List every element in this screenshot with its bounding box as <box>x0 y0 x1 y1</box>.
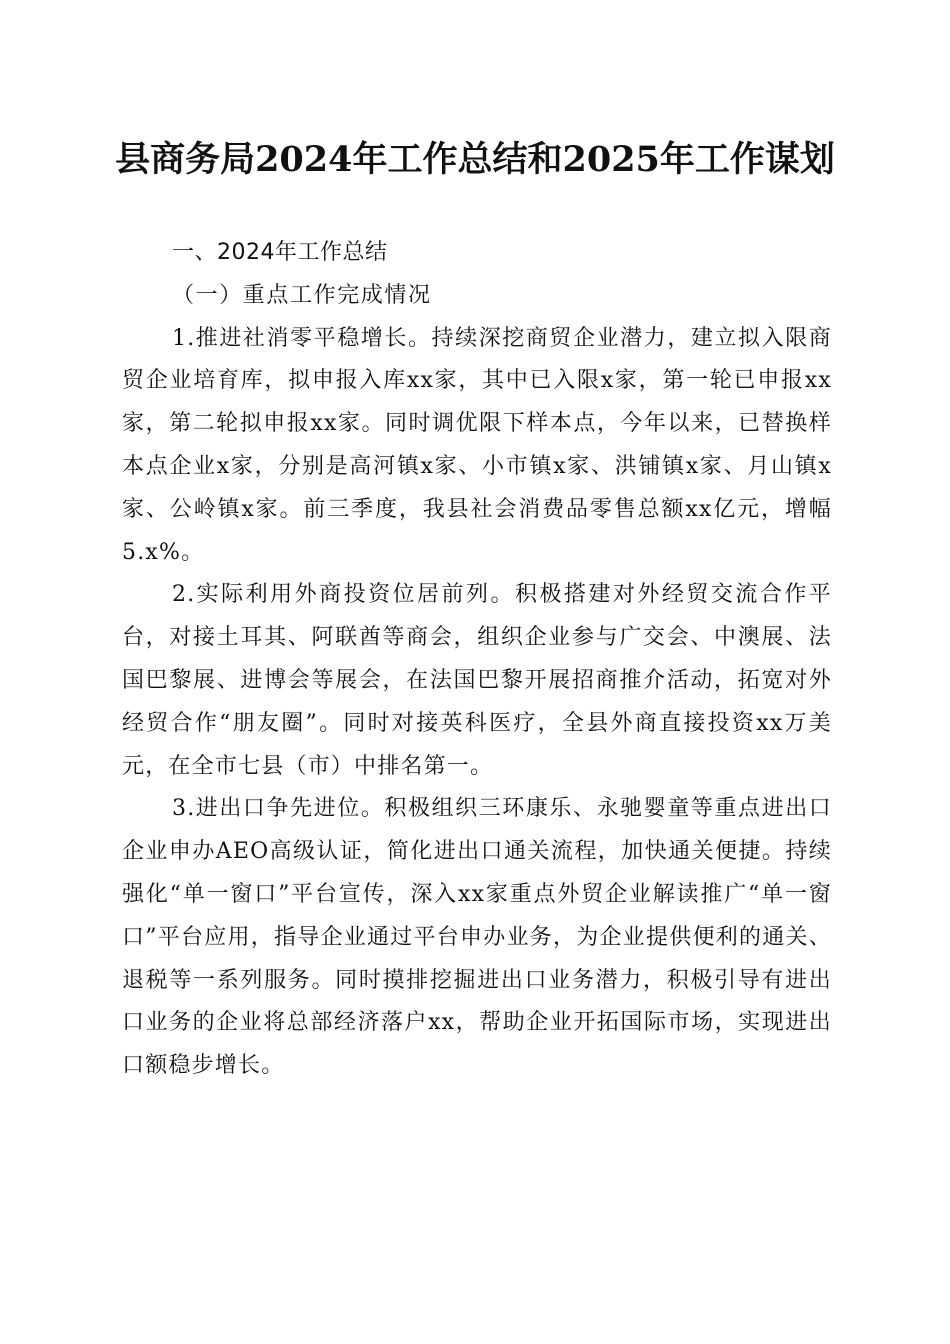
paragraph-foreign-investment: 2.实际利用外商投资位居前列。积极搭建对外经贸交流合作平台，对接土耳其、阿联酋等商会，组织企业参与广交会、中澳展、法国巴黎展、进博会等展会，在法国巴黎开展招商推介活动，拓宽对外经贸合作“朋友圈”。同时对接英科医疗，全县外商直接投资xx万美元，在全市七县（市）中排名第一。 <box>122 582 832 779</box>
document-title: 县商务局2024年工作总结和2025年工作谋划 <box>115 139 835 180</box>
subsection-heading: （一）重点工作完成情况 <box>172 282 432 308</box>
paragraph-import-export: 3.进出口争先进位。积极组织三环康乐、永驰婴童等重点进出口企业申办AEO高级认证，简化进出口通关流程，加快通关便捷。持续强化“单一窗口”平台宣传，深入xx家重点外贸企业解读推广“单一窗口”平台应用，指导企业通过平台申办业务，为企业提供便利的通关、退税等一系列服务。同时摸排挖掘进出口业务潜力，积极引导有进出口业务的企业将总部经济落户xx，帮助企业开拓国际市场，实现进出口额稳步增长。 <box>122 796 832 1079</box>
paragraph-consumer-retail: 1.推进社消零平稳增长。持续深挖商贸企业潜力，建立拟入限商贸企业培育库，拟申报入库xx家，其中已入限x家，第一轮已申报xx家，第二轮拟申报xx家。同时调优限下样本点，今年以来，已替换样本点企业x家，分别是高河镇x家、小市镇x家、洪铺镇x家、月山镇x家、公岭镇x家。前三季度，我县社会消费品零售总额xx亿元，增幅5.x%。 <box>122 325 832 565</box>
section-heading: 一、2024年工作总结 <box>172 240 388 265</box>
document-body <box>122 232 832 1088</box>
